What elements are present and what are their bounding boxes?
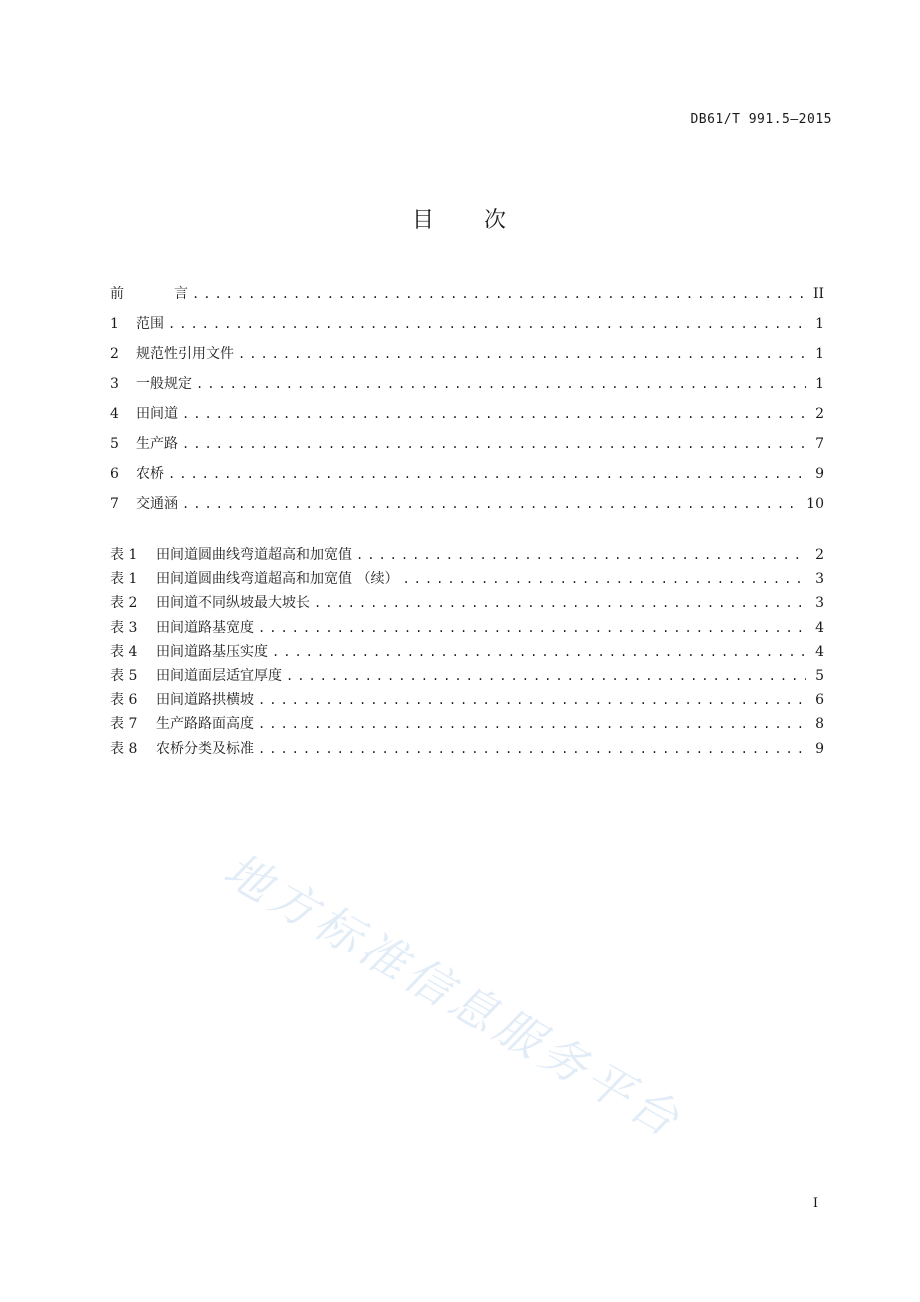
table-entry[interactable] bbox=[110, 616, 824, 640]
page-number: I bbox=[812, 1196, 818, 1211]
table-entry-page: 3 bbox=[815, 571, 824, 588]
table-entry-number: 表 2 bbox=[110, 595, 138, 612]
toc-entry-number: 7 bbox=[110, 496, 119, 512]
table-entry-number: 表 6 bbox=[110, 692, 138, 709]
leader-dots bbox=[258, 712, 806, 736]
toc-entry[interactable] bbox=[110, 459, 824, 489]
table-entry-label: 田间道路基压实度 bbox=[156, 643, 268, 660]
leader-dots bbox=[258, 737, 806, 761]
table-entry-number: 表 7 bbox=[110, 716, 138, 733]
table-entry-label: 生产路路面高度 bbox=[156, 716, 254, 733]
toc-entry-number: 6 bbox=[110, 466, 119, 482]
toc-entry-page: 10 bbox=[806, 496, 824, 512]
toc-entry-page: II bbox=[812, 286, 824, 302]
title-char-1: 目 bbox=[411, 208, 436, 233]
toc-entry[interactable] bbox=[110, 429, 824, 459]
table-entry-label: 田间道圆曲线弯道超高和加宽值 bbox=[156, 547, 352, 563]
toc-entry-number: 3 bbox=[110, 376, 119, 392]
toc-entry-page: 1 bbox=[815, 346, 824, 362]
watermark: 地方标准信息服务平台 bbox=[215, 842, 693, 1149]
leader-dots bbox=[314, 591, 806, 615]
table-entry-page: 2 bbox=[815, 547, 824, 563]
page-title bbox=[0, 203, 920, 234]
table-entry-number: 表 3 bbox=[110, 619, 138, 636]
table-entry[interactable] bbox=[110, 567, 824, 591]
table-entry-page: 4 bbox=[815, 619, 824, 636]
table-entry-number: 表 1 bbox=[110, 547, 138, 563]
table-entry-page: 8 bbox=[815, 716, 824, 733]
toc-entry-label: 范围 bbox=[136, 316, 164, 332]
table-entry-label: 田间道面层适宜厚度 bbox=[156, 667, 282, 684]
table-entry[interactable] bbox=[110, 664, 824, 688]
toc-entry-label: 田间道 bbox=[136, 406, 178, 422]
toc-entry[interactable] bbox=[110, 369, 824, 399]
table-entry-page: 5 bbox=[815, 667, 824, 684]
table-of-contents bbox=[110, 279, 824, 519]
toc-entry-foreword[interactable] bbox=[110, 279, 824, 309]
leader-dots bbox=[258, 616, 806, 640]
table-entry-page: 6 bbox=[815, 692, 824, 709]
table-entry[interactable] bbox=[110, 543, 824, 567]
table-entry-page: 4 bbox=[815, 643, 824, 660]
table-entry-page: 3 bbox=[815, 595, 824, 612]
table-entry-number: 表 1 bbox=[110, 571, 138, 588]
toc-entry-label: 交通涵 bbox=[136, 496, 178, 512]
table-entry-label: 田间道圆曲线弯道超高和加宽值 （续） bbox=[156, 571, 399, 588]
table-entry-label: 田间道不同纵坡最大坡长 bbox=[156, 595, 310, 612]
leader-dots bbox=[402, 567, 806, 591]
toc-entry[interactable] bbox=[110, 339, 824, 369]
toc-entry-number: 2 bbox=[110, 346, 119, 362]
table-entry-label: 田间道路拱横坡 bbox=[156, 692, 254, 709]
leader-dots bbox=[182, 399, 806, 429]
leader-dots bbox=[238, 339, 806, 369]
table-entry-number: 表 4 bbox=[110, 643, 138, 660]
toc-entry-page: 1 bbox=[815, 316, 824, 332]
leader-dots bbox=[272, 640, 806, 664]
toc-entry[interactable] bbox=[110, 489, 824, 519]
table-entry-label: 农桥分类及标准 bbox=[156, 740, 254, 757]
leader-dots bbox=[258, 688, 806, 712]
table-entry[interactable] bbox=[110, 712, 824, 736]
table-entry-number: 表 5 bbox=[110, 667, 138, 684]
toc-entry-label: 农桥 bbox=[136, 466, 164, 482]
leader-dots bbox=[192, 279, 806, 309]
leader-dots bbox=[168, 459, 806, 489]
leader-dots bbox=[356, 543, 806, 567]
toc-entry-label: 生产路 bbox=[136, 436, 178, 452]
toc-entry-number: 4 bbox=[110, 406, 119, 422]
table-entry-number: 表 8 bbox=[110, 740, 138, 757]
toc-entry-number: 1 bbox=[110, 316, 119, 332]
toc-entry-label: 一般规定 bbox=[136, 376, 192, 392]
toc-entry-number: 5 bbox=[110, 436, 119, 452]
toc-entry-page: 1 bbox=[815, 376, 824, 392]
leader-dots bbox=[286, 664, 806, 688]
toc-entry-page: 2 bbox=[815, 406, 824, 422]
table-entry[interactable] bbox=[110, 688, 824, 712]
toc-entry[interactable] bbox=[110, 399, 824, 429]
table-entry[interactable] bbox=[110, 640, 824, 664]
leader-dots bbox=[196, 369, 806, 399]
toc-entry-page: 9 bbox=[815, 466, 824, 482]
leader-dots bbox=[182, 429, 806, 459]
table-entry[interactable] bbox=[110, 737, 824, 761]
list-of-tables bbox=[110, 543, 824, 761]
toc-entry-label: 规范性引用文件 bbox=[136, 346, 234, 362]
toc-entry[interactable] bbox=[110, 309, 824, 339]
title-char-2: 次 bbox=[484, 208, 509, 233]
document-code: DB61/T 991.5—2015 bbox=[690, 112, 832, 127]
table-entry[interactable] bbox=[110, 591, 824, 615]
toc-entry-label: 前 言 bbox=[110, 286, 188, 302]
table-entry-page: 9 bbox=[815, 740, 824, 757]
leader-dots bbox=[168, 309, 806, 339]
table-entry-label: 田间道路基宽度 bbox=[156, 619, 254, 636]
leader-dots bbox=[182, 489, 802, 519]
toc-entry-page: 7 bbox=[815, 436, 824, 452]
